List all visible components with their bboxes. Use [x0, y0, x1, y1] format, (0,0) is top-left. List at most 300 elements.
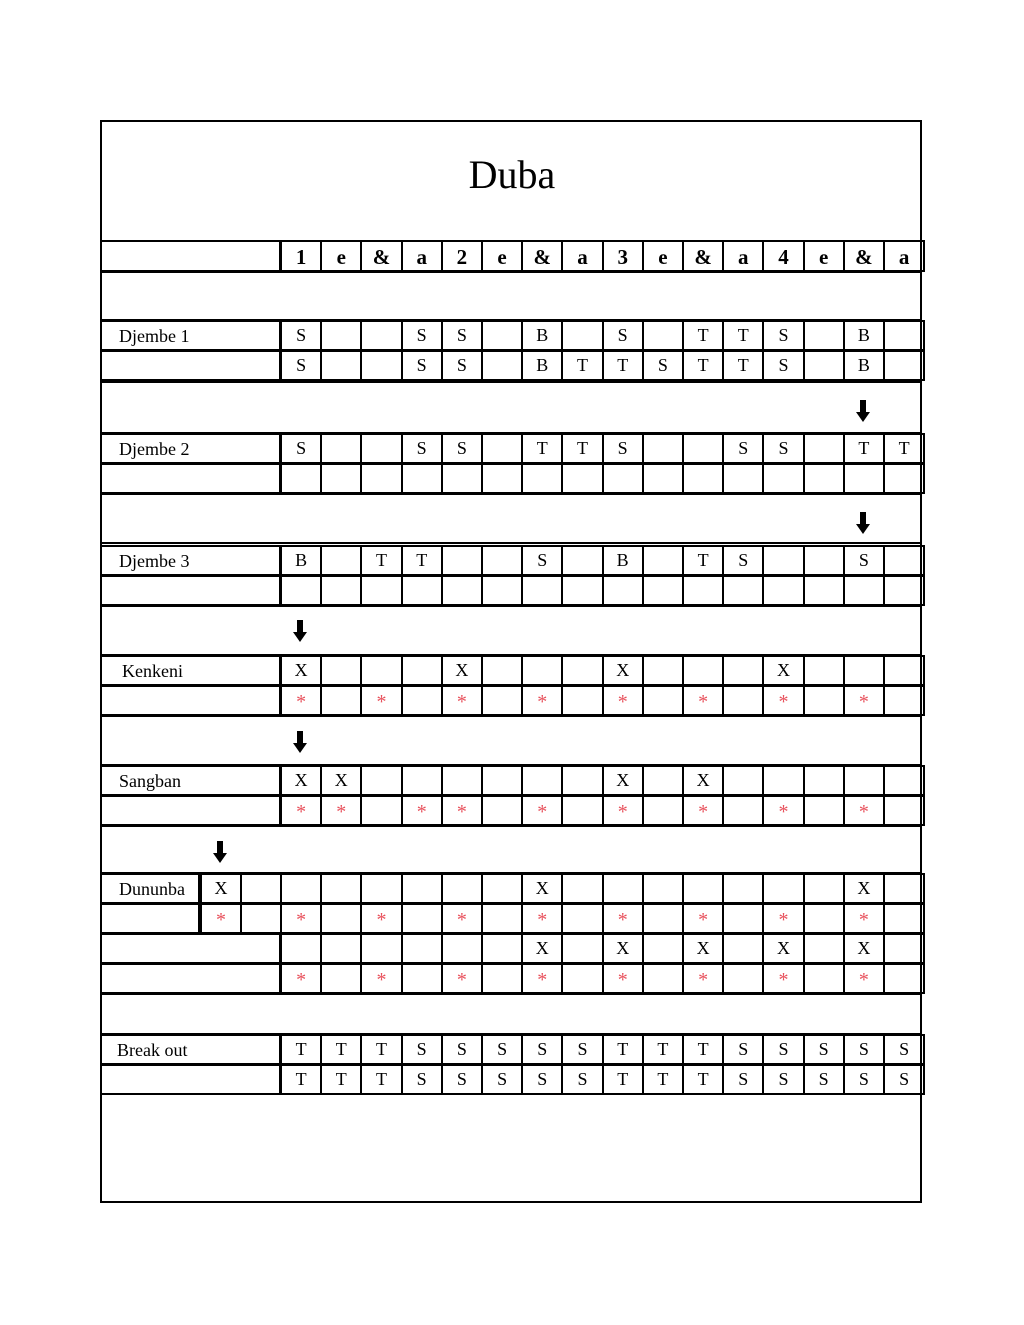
beat-cell	[642, 903, 684, 934]
beat-cell	[843, 655, 885, 686]
beat-cell	[481, 320, 523, 351]
beat-cell: S	[722, 545, 764, 576]
beat-cell	[561, 685, 603, 716]
beat-cell	[481, 545, 523, 576]
beat-cell	[401, 463, 443, 494]
beat-header-6: &	[521, 240, 563, 272]
beat-cell: X	[280, 655, 322, 686]
beat-cell: X	[320, 765, 362, 796]
beat-cell	[642, 655, 684, 686]
pickup-cell: X	[200, 873, 242, 904]
beat-cell	[722, 463, 764, 494]
beat-cell: X	[280, 765, 322, 796]
beat-cell: X	[843, 933, 885, 964]
beat-cell	[401, 685, 443, 716]
spacer-band	[100, 605, 922, 656]
beat-cell: *	[682, 903, 724, 934]
beat-cell	[280, 463, 322, 494]
beat-cell: *	[521, 795, 563, 826]
beat-cell: X	[602, 765, 644, 796]
beat-cell	[762, 463, 804, 494]
beat-cell	[843, 765, 885, 796]
beat-cell	[602, 463, 644, 494]
beat-cell: S	[883, 1034, 925, 1065]
beat-cell	[320, 463, 362, 494]
beat-cell	[481, 350, 523, 381]
beat-header-14: &	[843, 240, 885, 272]
beat-cell	[320, 575, 362, 606]
beat-cell: *	[441, 685, 483, 716]
beat-cell: T	[642, 1034, 684, 1065]
beat-cell: *	[360, 963, 402, 994]
beat-cell	[883, 463, 925, 494]
beat-cell: T	[682, 1034, 724, 1065]
beat-cell: *	[521, 685, 563, 716]
beat-cell	[521, 655, 563, 686]
instrument-label: Djembe 3	[119, 551, 190, 571]
beat-cell: S	[762, 433, 804, 464]
beat-cell: T	[561, 433, 603, 464]
beat-cell	[320, 545, 362, 576]
beat-cell	[561, 795, 603, 826]
beat-header-13: e	[803, 240, 845, 272]
beat-cell	[481, 433, 523, 464]
beat-cell: S	[762, 350, 804, 381]
beat-cell	[561, 320, 603, 351]
beat-cell	[360, 795, 402, 826]
beat-cell	[401, 655, 443, 686]
beat-cell	[803, 765, 845, 796]
beat-cell	[401, 575, 443, 606]
beat-cell: S	[401, 1064, 443, 1095]
beat-cell	[883, 795, 925, 826]
beat-cell: X	[762, 933, 804, 964]
beat-cell: *	[762, 963, 804, 994]
row-label-cell	[100, 463, 281, 494]
beat-cell: S	[722, 1064, 764, 1095]
beat-cell: B	[602, 545, 644, 576]
beat-cell: X	[602, 933, 644, 964]
beat-cell: *	[843, 903, 885, 934]
entry-arrow-icon	[856, 400, 870, 422]
beat-cell	[883, 685, 925, 716]
row-label-cell	[100, 963, 281, 994]
beat-cell: S	[843, 545, 885, 576]
beat-cell: *	[762, 795, 804, 826]
beat-cell	[360, 320, 402, 351]
beat-cell	[722, 873, 764, 904]
beat-header-0: 1	[280, 240, 322, 272]
rhythm-title: Duba	[468, 152, 556, 197]
beat-cell: S	[401, 433, 443, 464]
beat-cell	[883, 963, 925, 994]
beat-cell: *	[521, 903, 563, 934]
beat-cell	[803, 685, 845, 716]
beat-cell	[682, 873, 724, 904]
beat-cell: B	[521, 320, 563, 351]
instrument-label: Sangban	[119, 771, 181, 791]
instrument-label: Dununba	[119, 879, 185, 899]
beat-cell: S	[401, 350, 443, 381]
beat-cell	[722, 655, 764, 686]
beat-cell	[642, 685, 684, 716]
beat-cell	[320, 963, 362, 994]
entry-arrow-icon	[293, 731, 307, 753]
beat-cell: *	[762, 903, 804, 934]
beat-cell: *	[762, 685, 804, 716]
beat-cell	[360, 433, 402, 464]
beat-cell: *	[280, 903, 322, 934]
beat-cell: S	[441, 350, 483, 381]
row-label-cell	[100, 1064, 281, 1095]
beat-cell	[441, 873, 483, 904]
beat-cell	[722, 903, 764, 934]
beat-cell: S	[843, 1064, 885, 1095]
beat-cell	[803, 463, 845, 494]
beat-cell: X	[843, 873, 885, 904]
beat-cell: T	[320, 1064, 362, 1095]
beat-header-1: e	[320, 240, 362, 272]
beat-cell: *	[521, 963, 563, 994]
beat-cell: *	[843, 795, 885, 826]
beat-header-12: 4	[762, 240, 804, 272]
beat-cell: T	[360, 1034, 402, 1065]
header-label-cell	[100, 240, 281, 272]
beat-cell	[561, 903, 603, 934]
beat-cell	[722, 963, 764, 994]
beat-cell	[803, 433, 845, 464]
beat-header-15: a	[883, 240, 925, 272]
beat-header-10: &	[682, 240, 724, 272]
beat-cell: S	[642, 350, 684, 381]
beat-cell	[803, 545, 845, 576]
beat-cell	[803, 575, 845, 606]
beat-cell	[722, 795, 764, 826]
beat-cell	[320, 933, 362, 964]
beat-cell	[280, 933, 322, 964]
entry-arrow-icon	[293, 620, 307, 642]
beat-cell	[441, 575, 483, 606]
row-label-cell	[100, 685, 281, 716]
beat-cell	[642, 795, 684, 826]
spacer-band	[100, 715, 922, 766]
beat-cell	[561, 575, 603, 606]
beat-cell	[481, 873, 523, 904]
beat-cell: *	[320, 795, 362, 826]
beat-cell: *	[602, 795, 644, 826]
beat-cell	[360, 655, 402, 686]
beat-cell	[722, 575, 764, 606]
beat-cell: *	[843, 963, 885, 994]
beat-header-8: 3	[602, 240, 644, 272]
beat-cell: S	[441, 320, 483, 351]
beat-cell: S	[481, 1034, 523, 1065]
beat-cell: *	[602, 963, 644, 994]
beat-cell	[642, 963, 684, 994]
beat-cell	[561, 963, 603, 994]
beat-header-4: 2	[441, 240, 483, 272]
beat-cell	[481, 685, 523, 716]
beat-header-7: a	[561, 240, 603, 272]
beat-cell: *	[401, 795, 443, 826]
beat-cell	[360, 765, 402, 796]
beat-cell	[441, 463, 483, 494]
beat-cell	[561, 463, 603, 494]
beat-cell	[481, 765, 523, 796]
row-label-cell	[100, 795, 281, 826]
beat-cell	[561, 933, 603, 964]
beat-cell: T	[360, 1064, 402, 1095]
beat-cell	[883, 350, 925, 381]
beat-cell	[642, 765, 684, 796]
row-label-cell	[100, 575, 281, 606]
beat-cell	[401, 903, 443, 934]
beat-cell: X	[762, 655, 804, 686]
beat-cell	[320, 655, 362, 686]
beat-cell: *	[682, 795, 724, 826]
beat-cell: S	[441, 1034, 483, 1065]
beat-cell	[883, 765, 925, 796]
beat-cell	[642, 433, 684, 464]
beat-cell	[722, 765, 764, 796]
beat-cell	[883, 933, 925, 964]
beat-cell	[803, 320, 845, 351]
beat-cell: T	[280, 1064, 322, 1095]
beat-cell: S	[722, 433, 764, 464]
beat-cell: T	[642, 1064, 684, 1095]
beat-cell	[803, 903, 845, 934]
beat-cell: T	[682, 320, 724, 351]
beat-header-3: a	[401, 240, 443, 272]
beat-cell	[722, 933, 764, 964]
beat-cell: S	[401, 320, 443, 351]
beat-cell: S	[883, 1064, 925, 1095]
beat-cell	[521, 765, 563, 796]
beat-cell	[762, 545, 804, 576]
beat-cell	[320, 350, 362, 381]
beat-cell: S	[280, 433, 322, 464]
beat-cell	[481, 903, 523, 934]
entry-arrow-icon	[213, 841, 227, 863]
beat-cell	[401, 873, 443, 904]
beat-cell	[883, 903, 925, 934]
beat-cell	[280, 575, 322, 606]
pickup-cell: *	[200, 903, 242, 934]
spacer-band	[100, 271, 922, 321]
beat-cell	[682, 463, 724, 494]
instrument-label: Kenkeni	[122, 661, 183, 681]
beat-cell: *	[602, 685, 644, 716]
pickup-cell	[240, 873, 282, 904]
beat-cell	[642, 463, 684, 494]
beat-cell: B	[843, 350, 885, 381]
beat-cell	[561, 873, 603, 904]
beat-cell: T	[883, 433, 925, 464]
beat-cell: X	[682, 765, 724, 796]
beat-cell: T	[602, 1064, 644, 1095]
instrument-label: Djembe 1	[119, 326, 190, 346]
beat-cell: X	[441, 655, 483, 686]
beat-cell: *	[280, 795, 322, 826]
beat-cell	[481, 963, 523, 994]
beat-cell: *	[441, 963, 483, 994]
beat-cell: S	[280, 320, 322, 351]
beat-cell: T	[360, 545, 402, 576]
beat-cell: X	[602, 655, 644, 686]
beat-cell	[561, 765, 603, 796]
beat-cell	[722, 685, 764, 716]
beat-cell	[803, 350, 845, 381]
beat-cell	[602, 873, 644, 904]
beat-cell: X	[521, 873, 563, 904]
beat-cell: T	[280, 1034, 322, 1065]
beat-cell	[803, 655, 845, 686]
pickup-cell	[240, 903, 282, 934]
beat-cell: S	[803, 1034, 845, 1065]
beat-cell	[883, 320, 925, 351]
beat-cell	[803, 795, 845, 826]
spacer-band	[100, 993, 922, 1035]
beat-cell: *	[360, 903, 402, 934]
beat-cell: T	[602, 1034, 644, 1065]
beat-cell	[602, 575, 644, 606]
beat-cell: S	[762, 1064, 804, 1095]
instrument-label: Break out	[117, 1040, 188, 1060]
beat-cell	[481, 575, 523, 606]
beat-cell	[762, 765, 804, 796]
beat-cell	[481, 463, 523, 494]
beat-cell	[803, 933, 845, 964]
beat-cell: T	[843, 433, 885, 464]
beat-cell: *	[682, 685, 724, 716]
beat-cell	[561, 655, 603, 686]
beat-cell: S	[722, 1034, 764, 1065]
beat-cell	[883, 545, 925, 576]
beat-cell: T	[682, 1064, 724, 1095]
beat-cell	[682, 433, 724, 464]
beat-cell: *	[280, 963, 322, 994]
beat-cell	[883, 575, 925, 606]
beat-cell	[481, 933, 523, 964]
beat-cell	[883, 655, 925, 686]
beat-cell	[762, 575, 804, 606]
beat-cell	[320, 873, 362, 904]
beat-cell	[883, 873, 925, 904]
beat-cell: S	[521, 1064, 563, 1095]
beat-cell	[360, 575, 402, 606]
beat-cell	[642, 545, 684, 576]
beat-cell	[320, 433, 362, 464]
beat-cell: *	[843, 685, 885, 716]
beat-cell: T	[320, 1034, 362, 1065]
beat-cell: S	[602, 320, 644, 351]
beat-cell	[401, 963, 443, 994]
beat-cell: S	[762, 320, 804, 351]
beat-cell: B	[843, 320, 885, 351]
beat-cell: B	[280, 545, 322, 576]
row-label-cell	[100, 933, 281, 964]
beat-cell: S	[441, 1064, 483, 1095]
beat-cell	[280, 873, 322, 904]
beat-cell: *	[280, 685, 322, 716]
beat-cell: S	[762, 1034, 804, 1065]
beat-cell: S	[602, 433, 644, 464]
beat-cell: T	[722, 320, 764, 351]
beat-cell	[320, 320, 362, 351]
beat-cell: B	[521, 350, 563, 381]
beat-cell	[320, 685, 362, 716]
entry-arrow-icon	[856, 512, 870, 534]
beat-header-2: &	[360, 240, 402, 272]
beat-cell	[320, 903, 362, 934]
beat-cell: S	[521, 545, 563, 576]
beat-header-5: e	[481, 240, 523, 272]
beat-cell	[481, 795, 523, 826]
beat-cell: T	[561, 350, 603, 381]
beat-cell	[441, 545, 483, 576]
beat-header-11: a	[722, 240, 764, 272]
beat-cell: X	[521, 933, 563, 964]
beat-cell: S	[441, 433, 483, 464]
beat-cell	[642, 320, 684, 351]
beat-cell: *	[602, 903, 644, 934]
beat-cell	[521, 463, 563, 494]
beat-cell	[762, 873, 804, 904]
beat-cell: S	[521, 1034, 563, 1065]
beat-cell	[521, 575, 563, 606]
beat-cell	[441, 933, 483, 964]
beat-cell: T	[682, 545, 724, 576]
beat-cell	[441, 765, 483, 796]
beat-cell	[360, 463, 402, 494]
spacer-band	[100, 381, 922, 434]
beat-cell: T	[521, 433, 563, 464]
beat-cell: T	[602, 350, 644, 381]
beat-cell	[843, 575, 885, 606]
beat-cell	[401, 765, 443, 796]
beat-cell	[642, 933, 684, 964]
beat-cell	[642, 873, 684, 904]
beat-cell: *	[360, 685, 402, 716]
beat-cell	[481, 655, 523, 686]
beat-cell: S	[803, 1064, 845, 1095]
beat-cell: T	[722, 350, 764, 381]
beat-cell	[682, 575, 724, 606]
beat-cell: *	[441, 795, 483, 826]
beat-cell	[401, 933, 443, 964]
beat-cell: S	[280, 350, 322, 381]
beat-cell	[360, 873, 402, 904]
beat-cell: S	[401, 1034, 443, 1065]
beat-cell: S	[561, 1064, 603, 1095]
beat-cell	[561, 545, 603, 576]
beat-cell: T	[401, 545, 443, 576]
beat-cell	[642, 575, 684, 606]
beat-cell	[843, 463, 885, 494]
beat-cell	[682, 655, 724, 686]
beat-cell	[803, 963, 845, 994]
beat-cell: X	[682, 933, 724, 964]
beat-header-9: e	[642, 240, 684, 272]
beat-cell: T	[682, 350, 724, 381]
instrument-label: Djembe 2	[119, 439, 190, 459]
beat-cell: *	[441, 903, 483, 934]
row-label-cell	[100, 350, 281, 381]
beat-cell: S	[843, 1034, 885, 1065]
beat-cell: S	[561, 1034, 603, 1065]
row-label-cell	[100, 903, 200, 934]
spacer-band	[100, 493, 922, 544]
